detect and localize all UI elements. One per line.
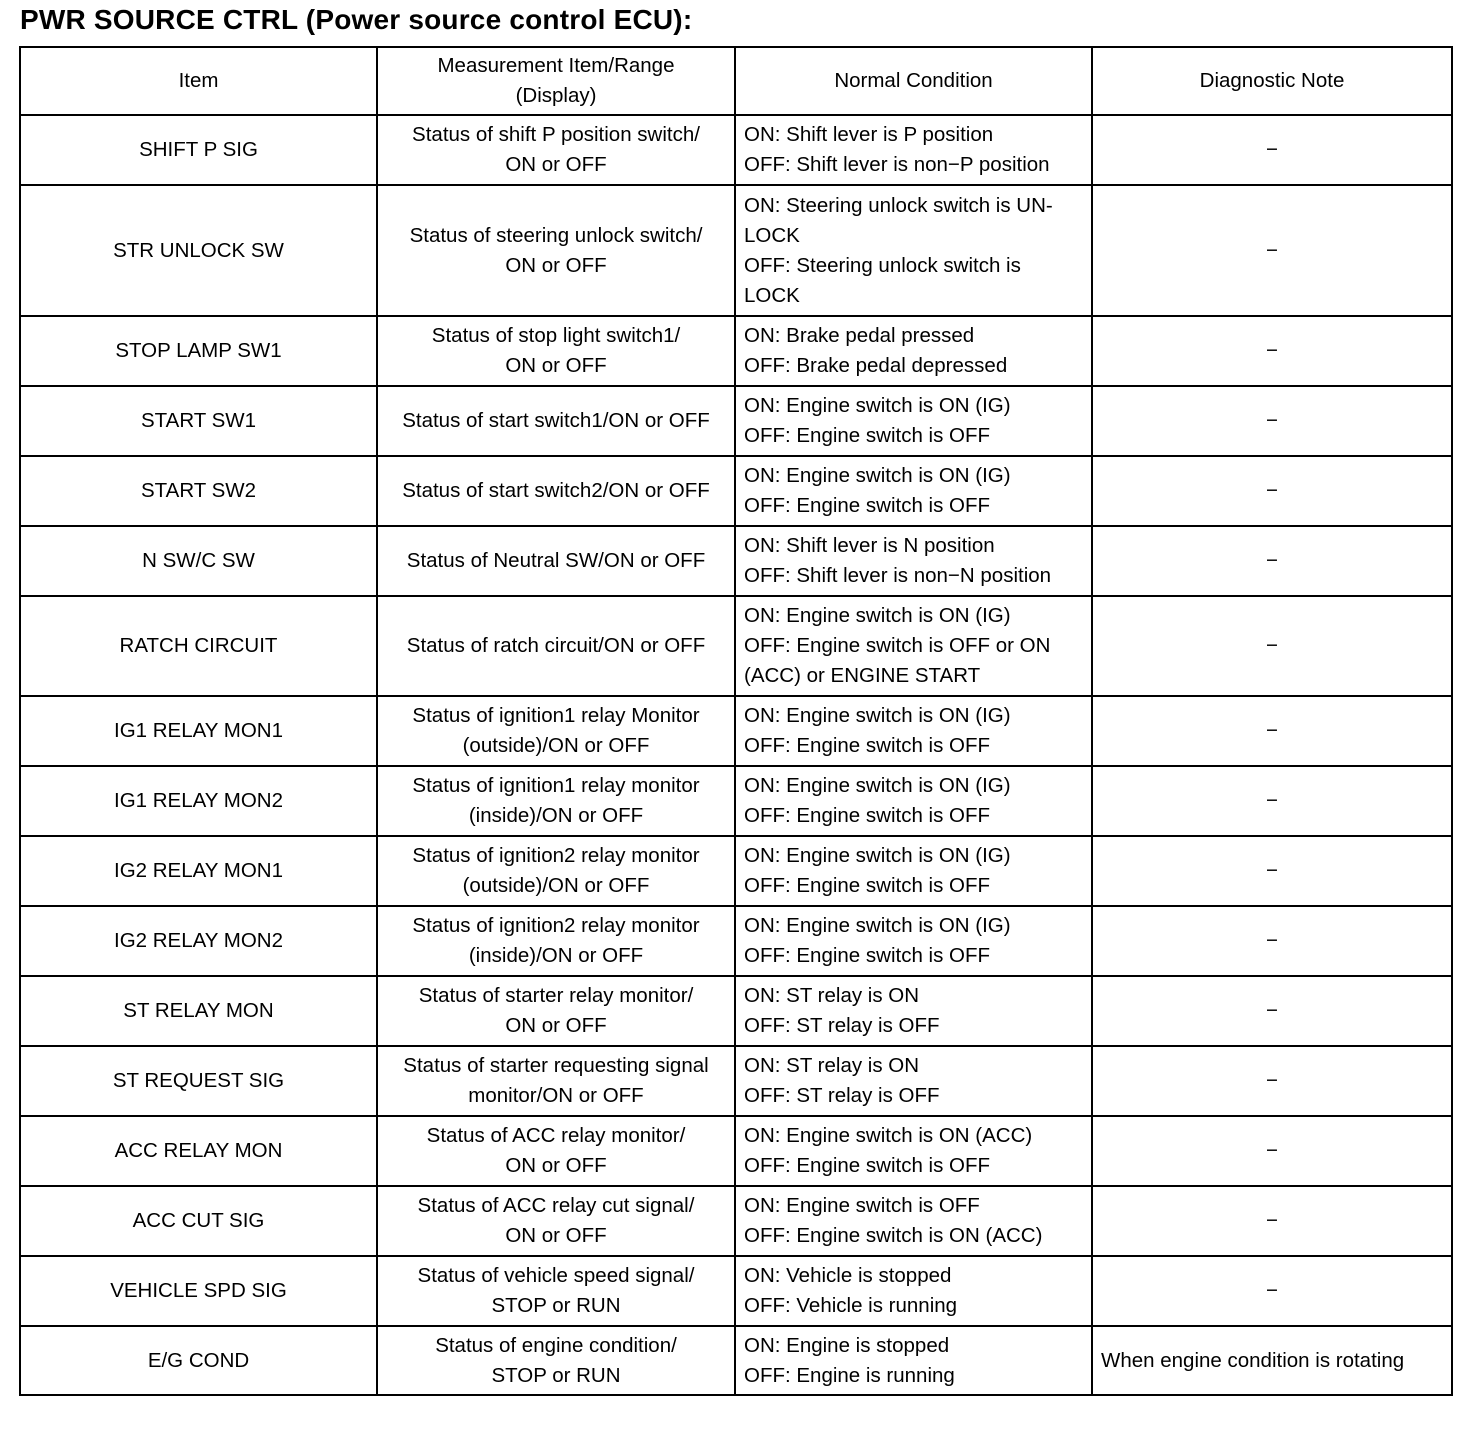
cell-normal-condition-line: ON: Engine switch is ON (IG) bbox=[744, 704, 1011, 727]
cell-normal-condition bbox=[735, 906, 1092, 976]
cell-normal-condition-line: ON: Engine switch is ON (IG) bbox=[744, 844, 1011, 867]
cell-normal-condition-line: ON: Steering unlock switch is UN- bbox=[744, 193, 1053, 217]
cell-measurement-line: (inside)/ON or OFF bbox=[468, 944, 644, 967]
cell-normal-condition bbox=[735, 386, 1092, 456]
cell-normal-condition bbox=[735, 1256, 1092, 1326]
table-row bbox=[20, 386, 1452, 456]
cell-normal-condition-line: OFF: ST relay is OFF bbox=[744, 1014, 940, 1037]
cell-normal-condition-line: OFF: Shift lever is non−N position bbox=[744, 564, 1052, 587]
cell-normal-condition-line: ON: Engine switch is OFF bbox=[744, 1194, 980, 1217]
cell-item: RATCH CIRCUIT bbox=[20, 596, 377, 696]
table-row bbox=[20, 1116, 1452, 1186]
cell-measurement bbox=[377, 526, 735, 596]
cell-normal-condition bbox=[735, 596, 1092, 696]
cell-measurement-line: Status of vehicle speed signal/ bbox=[417, 1264, 695, 1287]
cell-normal-condition-line: ON: Engine switch is ON (IG) bbox=[744, 604, 1011, 627]
cell-diagnostic-note: − bbox=[1092, 976, 1452, 1046]
cell-normal-condition-line: OFF: Engine switch is OFF bbox=[744, 1154, 991, 1177]
cell-diagnostic-note: − bbox=[1092, 836, 1452, 906]
cell-normal-condition-line: OFF: Engine switch is OFF bbox=[744, 494, 991, 517]
table-row bbox=[20, 185, 1452, 316]
header-normal-condition: Normal Condition bbox=[735, 47, 1092, 115]
cell-normal-condition-line: OFF: Engine is running bbox=[744, 1363, 955, 1387]
cell-measurement-line: Status of ignition2 relay monitor bbox=[412, 844, 700, 867]
cell-diagnostic-note: − bbox=[1092, 596, 1452, 696]
cell-diagnostic-note: − bbox=[1092, 185, 1452, 316]
cell-normal-condition bbox=[735, 766, 1092, 836]
cell-diagnostic-note: − bbox=[1092, 766, 1452, 836]
cell-normal-condition-line: ON: Vehicle is stopped bbox=[744, 1264, 952, 1287]
cell-diagnostic-note: − bbox=[1092, 1256, 1452, 1326]
cell-normal-condition bbox=[735, 1116, 1092, 1186]
cell-diagnostic-note: − bbox=[1092, 1046, 1452, 1116]
page-title: PWR SOURCE CTRL (Power source control ECU): bbox=[20, 4, 693, 35]
cell-normal-condition-line: (ACC) or ENGINE START bbox=[744, 664, 981, 687]
cell-measurement-line: (outside)/ON or OFF bbox=[462, 874, 650, 897]
cell-normal-condition bbox=[735, 526, 1092, 596]
cell-item: STR UNLOCK SW bbox=[20, 185, 377, 316]
cell-item: IG1 RELAY MON2 bbox=[20, 766, 377, 836]
cell-normal-condition-line: OFF: Engine switch is OFF bbox=[744, 874, 991, 897]
cell-item: ST REQUEST SIG bbox=[20, 1046, 377, 1116]
cell-measurement-line: Status of engine condition/ bbox=[435, 1333, 677, 1357]
cell-item: ST RELAY MON bbox=[20, 976, 377, 1046]
cell-normal-condition bbox=[735, 316, 1092, 386]
cell-normal-condition-line: OFF: Engine switch is OFF bbox=[744, 944, 991, 967]
cell-measurement-line: ON or OFF bbox=[505, 1224, 607, 1247]
cell-normal-condition-line: ON: Engine is stopped bbox=[744, 1333, 950, 1357]
cell-normal-condition-line: ON: Brake pedal pressed bbox=[744, 324, 975, 347]
cell-normal-condition-line: ON: Engine switch is ON (IG) bbox=[744, 464, 1011, 487]
cell-normal-condition-line: ON: Engine switch is ON (ACC) bbox=[744, 1124, 1033, 1147]
cell-item: SHIFT P SIG bbox=[20, 115, 377, 185]
cell-diagnostic-note: − bbox=[1092, 1116, 1452, 1186]
cell-measurement-line: ON or OFF bbox=[505, 153, 607, 176]
cell-measurement bbox=[377, 906, 735, 976]
cell-measurement-line: monitor/ON or OFF bbox=[468, 1084, 644, 1107]
table-row bbox=[20, 1256, 1452, 1326]
cell-diagnostic-note: − bbox=[1092, 316, 1452, 386]
cell-diagnostic-note: − bbox=[1092, 386, 1452, 456]
table-row bbox=[20, 596, 1452, 696]
cell-normal-condition-line: OFF: ST relay is OFF bbox=[744, 1084, 940, 1107]
cell-measurement bbox=[377, 596, 735, 696]
cell-measurement-line: Status of start switch2/ON or OFF bbox=[402, 479, 710, 502]
header-diagnostic-note: Diagnostic Note bbox=[1092, 47, 1452, 115]
cell-diagnostic-note: − bbox=[1092, 1186, 1452, 1256]
header-measurement-line1: Measurement Item/Range bbox=[437, 54, 675, 77]
cell-item: E/G COND bbox=[20, 1326, 377, 1395]
table-row bbox=[20, 456, 1452, 526]
cell-measurement-line: (outside)/ON or OFF bbox=[462, 734, 650, 757]
cell-item: START SW1 bbox=[20, 386, 377, 456]
header-item: Item bbox=[20, 47, 377, 115]
cell-diagnostic-note: − bbox=[1092, 456, 1452, 526]
cell-measurement bbox=[377, 185, 735, 316]
table-row bbox=[20, 906, 1452, 976]
cell-item: IG1 RELAY MON1 bbox=[20, 696, 377, 766]
cell-measurement-line: Status of Neutral SW/ON or OFF bbox=[406, 549, 706, 572]
cell-normal-condition-line: LOCK bbox=[744, 283, 800, 307]
header-measurement-line2: (Display) bbox=[515, 84, 597, 107]
cell-normal-condition-line: ON: Shift lever is P position bbox=[744, 123, 994, 146]
cell-measurement-line: ON or OFF bbox=[505, 253, 607, 277]
table-row bbox=[20, 1046, 1452, 1116]
table-row bbox=[20, 526, 1452, 596]
cell-measurement-line: Status of start switch1/ON or OFF bbox=[402, 409, 710, 432]
cell-measurement bbox=[377, 696, 735, 766]
cell-measurement bbox=[377, 1256, 735, 1326]
cell-measurement-line: Status of ACC relay monitor/ bbox=[426, 1124, 686, 1147]
cell-measurement-line: ON or OFF bbox=[505, 1014, 607, 1037]
cell-measurement bbox=[377, 1046, 735, 1116]
cell-measurement-line: Status of stop light switch1/ bbox=[431, 324, 681, 347]
cell-measurement-line: Status of ignition1 relay Monitor bbox=[412, 704, 700, 727]
cell-item: VEHICLE SPD SIG bbox=[20, 1256, 377, 1326]
cell-normal-condition-line: OFF: Shift lever is non−P position bbox=[744, 153, 1050, 176]
cell-normal-condition bbox=[735, 115, 1092, 185]
cell-measurement bbox=[377, 316, 735, 386]
cell-normal-condition bbox=[735, 1326, 1092, 1395]
cell-measurement-line: (inside)/ON or OFF bbox=[468, 804, 644, 827]
cell-normal-condition-line: ON: ST relay is ON bbox=[744, 984, 920, 1007]
cell-normal-condition-line: OFF: Engine switch is OFF bbox=[744, 804, 991, 827]
cell-measurement bbox=[377, 1186, 735, 1256]
cell-measurement-line: ON or OFF bbox=[505, 354, 607, 377]
cell-normal-condition-line: OFF: Engine switch is OFF bbox=[744, 734, 991, 757]
cell-normal-condition bbox=[735, 456, 1092, 526]
cell-normal-condition-line: OFF: Engine switch is ON (ACC) bbox=[744, 1224, 1043, 1247]
cell-normal-condition-line: ON: Engine switch is ON (IG) bbox=[744, 914, 1011, 937]
cell-normal-condition-line: OFF: Engine switch is OFF or ON bbox=[744, 634, 1051, 657]
cell-diagnostic-note: − bbox=[1092, 696, 1452, 766]
cell-measurement-line: Status of steering unlock switch/ bbox=[409, 223, 703, 247]
cell-normal-condition-line: ON: Engine switch is ON (IG) bbox=[744, 774, 1011, 797]
cell-item: ACC RELAY MON bbox=[20, 1116, 377, 1186]
cell-normal-condition bbox=[735, 836, 1092, 906]
cell-diagnostic-note: − bbox=[1092, 115, 1452, 185]
table-row bbox=[20, 696, 1452, 766]
cell-diagnostic-note: − bbox=[1092, 906, 1452, 976]
table-row bbox=[20, 1186, 1452, 1256]
cell-measurement bbox=[377, 766, 735, 836]
cell-measurement-line: ON or OFF bbox=[505, 1154, 607, 1177]
cell-measurement-line: STOP or RUN bbox=[491, 1363, 621, 1387]
cell-normal-condition bbox=[735, 1046, 1092, 1116]
table-row bbox=[20, 976, 1452, 1046]
cell-normal-condition-line: ON: Shift lever is N position bbox=[744, 534, 995, 557]
cell-normal-condition-line: ON: ST relay is ON bbox=[744, 1054, 920, 1077]
cell-measurement-line: Status of shift P position switch/ bbox=[412, 123, 700, 146]
cell-measurement-line: STOP or RUN bbox=[491, 1294, 621, 1317]
cell-normal-condition-line: OFF: Brake pedal depressed bbox=[744, 354, 1008, 377]
cell-item: N SW/C SW bbox=[20, 526, 377, 596]
cell-normal-condition-line: OFF: Vehicle is running bbox=[744, 1294, 958, 1317]
cell-normal-condition-line: LOCK bbox=[744, 223, 800, 247]
cell-item: IG2 RELAY MON2 bbox=[20, 906, 377, 976]
pwr-source-ctrl-table bbox=[19, 46, 1453, 1396]
header-measurement bbox=[377, 47, 735, 115]
cell-normal-condition-line: OFF: Steering unlock switch is bbox=[744, 253, 1021, 277]
cell-measurement-line: Status of ignition1 relay monitor bbox=[412, 774, 700, 797]
cell-normal-condition-line: OFF: Engine switch is OFF bbox=[744, 424, 991, 447]
table-row bbox=[20, 115, 1452, 185]
table-row bbox=[20, 316, 1452, 386]
cell-measurement bbox=[377, 456, 735, 526]
cell-measurement-line: Status of starter relay monitor/ bbox=[418, 984, 694, 1007]
cell-diagnostic-note: When engine condition is rotating bbox=[1092, 1326, 1452, 1395]
cell-item: ACC CUT SIG bbox=[20, 1186, 377, 1256]
table-body bbox=[20, 115, 1452, 1395]
cell-item: IG2 RELAY MON1 bbox=[20, 836, 377, 906]
cell-measurement bbox=[377, 386, 735, 456]
cell-diagnostic-note: − bbox=[1092, 526, 1452, 596]
table-row bbox=[20, 836, 1452, 906]
cell-measurement-line: Status of ratch circuit/ON or OFF bbox=[406, 634, 706, 657]
cell-measurement bbox=[377, 976, 735, 1046]
cell-measurement-line: Status of ignition2 relay monitor bbox=[412, 914, 700, 937]
table-row bbox=[20, 766, 1452, 836]
cell-normal-condition-line: ON: Engine switch is ON (IG) bbox=[744, 394, 1011, 417]
table-row bbox=[20, 1326, 1452, 1395]
cell-measurement bbox=[377, 115, 735, 185]
cell-normal-condition bbox=[735, 696, 1092, 766]
cell-item: STOP LAMP SW1 bbox=[20, 316, 377, 386]
cell-normal-condition bbox=[735, 976, 1092, 1046]
cell-measurement bbox=[377, 1326, 735, 1395]
cell-measurement-line: Status of starter requesting signal bbox=[403, 1054, 709, 1077]
cell-measurement bbox=[377, 836, 735, 906]
table-header-row bbox=[20, 47, 1452, 115]
cell-normal-condition bbox=[735, 1186, 1092, 1256]
cell-measurement-line: Status of ACC relay cut signal/ bbox=[417, 1194, 695, 1217]
cell-normal-condition bbox=[735, 185, 1092, 316]
cell-item: START SW2 bbox=[20, 456, 377, 526]
cell-measurement bbox=[377, 1116, 735, 1186]
